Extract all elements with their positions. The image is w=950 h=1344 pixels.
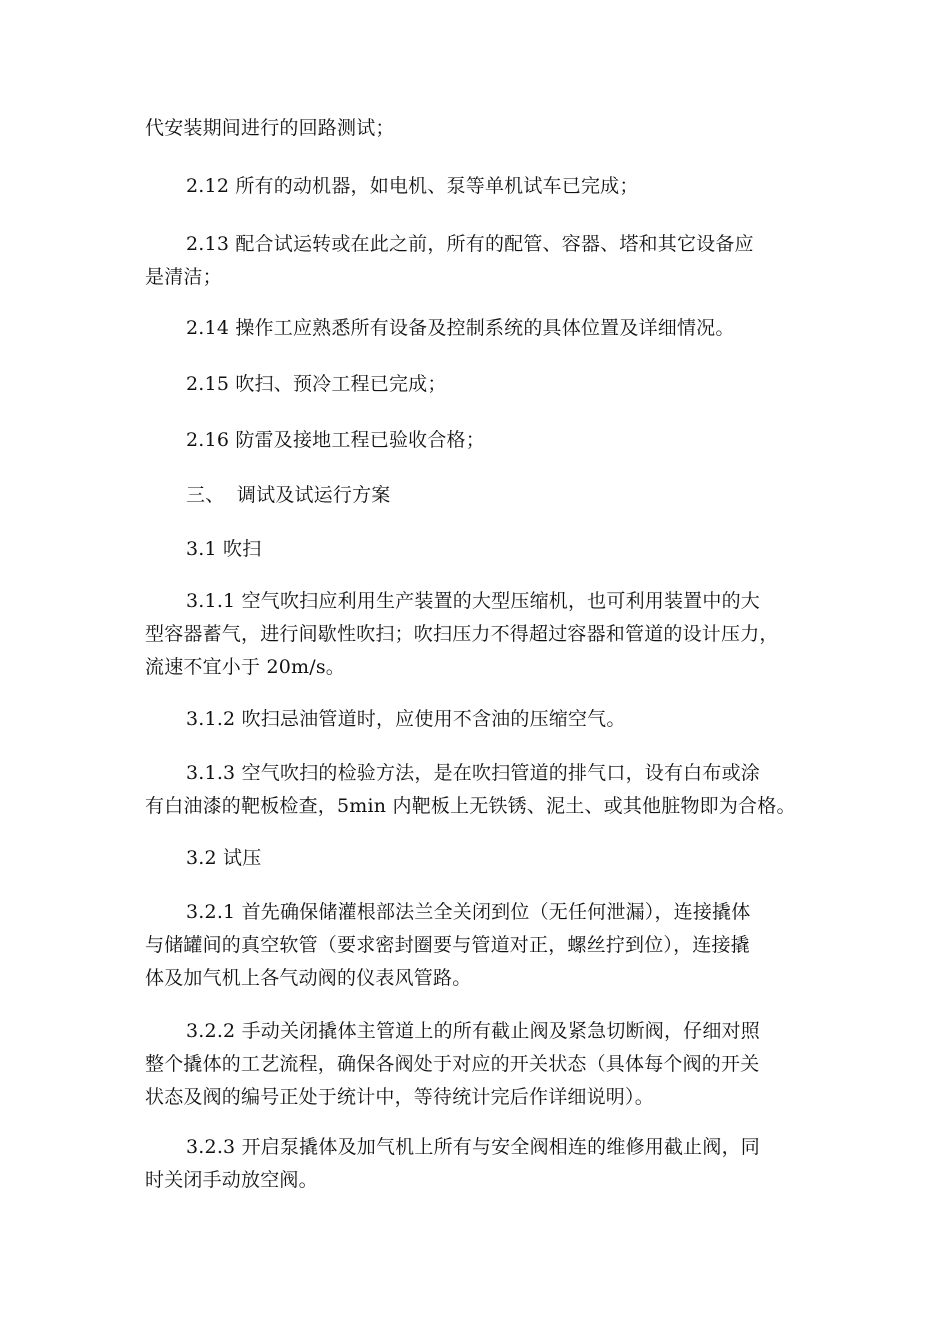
paragraph-2-13 (145, 228, 810, 294)
paragraph-line: 整个撬体的工艺流程，确保各阀处于对应的开关状态（具体每个阀的开关 (145, 1053, 760, 1075)
paragraph-line: 3.2.2 手动关闭撬体主管道上的所有截止阀及紧急切断阀，仔细对照 (186, 1020, 760, 1042)
paragraph-2-15: 2.15 吹扫、预冷工程已完成； (186, 373, 447, 395)
paragraph-2-16: 2.16 防雷及接地工程已验收合格； (186, 429, 485, 451)
paragraph-line: 型容器蓄气，进行间歇性吹扫；吹扫压力不得超过容器和管道的设计压力， (145, 623, 779, 645)
paragraph-line: 与储罐间的真空软管（要求密封圈要与管道对正，螺丝拧到位），连接撬 (145, 934, 750, 956)
paragraph-line: 2.13 配合试运转或在此之前，所有的配管、容器、塔和其它设备应 (186, 233, 754, 255)
paragraph-3-2-1 (145, 896, 810, 995)
paragraph-line: 3.2.1 首先确保储灌根部法兰全关闭到位（无任何泄漏），连接撬体 (186, 901, 751, 923)
paragraph-3-2-3 (145, 1131, 810, 1197)
paragraph-line: 时关闭手动放空阀。 (145, 1169, 318, 1191)
subsection-heading-3-1: 3.1 吹扫 (186, 538, 262, 560)
paragraph-line: 体及加气机上各气动阀的仪表风管路。 (145, 967, 472, 989)
subsection-heading-3-2: 3.2 试压 (186, 847, 262, 869)
paragraph-line: 3.1.1 空气吹扫应利用生产装置的大型压缩机，也可利用装置中的大 (186, 590, 760, 612)
paragraph-line: 3.1.3 空气吹扫的检验方法，是在吹扫管道的排气口，设有白布或涂 (186, 762, 760, 784)
paragraph-loop-test: 代安装期间进行的回路测试； (145, 117, 395, 139)
paragraph-2-14: 2.14 操作工应熟悉所有设备及控制系统的具体位置及详细情况。 (186, 317, 735, 339)
paragraph-3-1-1 (145, 585, 810, 684)
section-heading-3: 三、 调试及试运行方案 (186, 484, 391, 506)
paragraph-line: 流速不宜小于 20m/s。 (145, 656, 345, 678)
paragraph-2-12: 2.12 所有的动机器，如电机、泵等单机试车已完成； (186, 175, 639, 197)
paragraph-line: 有白油漆的靶板检查，5min 内靶板上无铁锈、泥土、或其他脏物即为合格。 (145, 795, 796, 817)
paragraph-line: 是清洁； (145, 266, 222, 288)
paragraph-line: 3.2.3 开启泵撬体及加气机上所有与安全阀相连的维修用截止阀，同 (186, 1136, 760, 1158)
paragraph-3-1-2: 3.1.2 吹扫忌油管道时，应使用不含油的压缩空气。 (186, 708, 626, 730)
paragraph-3-2-2 (145, 1015, 810, 1114)
paragraph-3-1-3 (145, 757, 810, 823)
paragraph-line: 状态及阀的编号正处于统计中，等待统计完后作详细说明）。 (145, 1086, 654, 1108)
